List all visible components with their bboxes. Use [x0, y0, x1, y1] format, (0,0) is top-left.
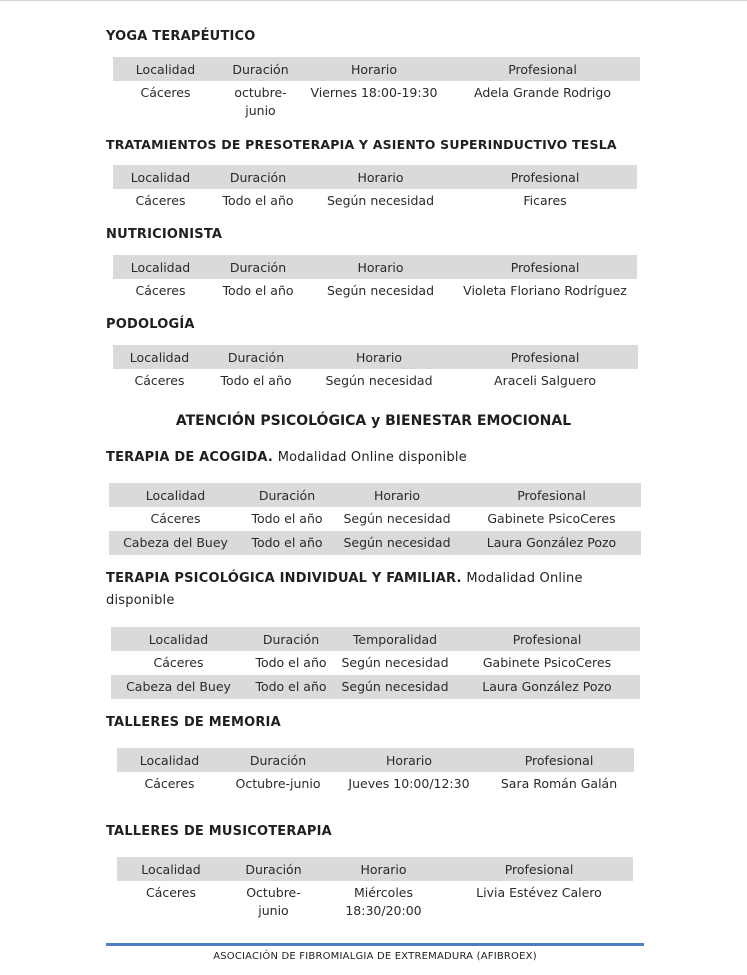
- cell-duracion: Todo el año: [246, 675, 336, 699]
- section-title-podologia: PODOLOGÍA: [106, 317, 195, 332]
- cell-duracion: Todo el año: [220, 373, 292, 388]
- cell-localidad: Cáceres: [135, 193, 186, 208]
- col-profesional: Profesional: [484, 748, 634, 772]
- cell-profesional: Laura González Pozo: [454, 675, 640, 699]
- section-title-individual: [106, 568, 606, 612]
- footer-rule: [106, 943, 644, 946]
- cell-localidad: Cáceres: [134, 373, 185, 388]
- cell-localidad: Cáceres: [150, 511, 201, 526]
- col-localidad: Localidad: [113, 345, 206, 369]
- col-duracion: Duración: [218, 57, 303, 81]
- cell-duracion: Octubre-junio: [246, 885, 301, 918]
- col-localidad: Localidad: [117, 857, 225, 881]
- cell-duracion: octubre-junio: [234, 85, 287, 118]
- col-duracion: Duración: [208, 255, 308, 279]
- table-memoria: [117, 748, 634, 796]
- table-header: [113, 345, 638, 369]
- table-musicoterapia: [117, 857, 633, 923]
- cell-localidad: Cáceres: [145, 885, 197, 900]
- cell-duracion: Todo el año: [222, 283, 294, 298]
- cell-profesional: Livia Estévez Calero: [476, 885, 602, 900]
- col-horario: Horario: [308, 255, 453, 279]
- acogida-title-text: TERAPIA DE ACOGIDA.: [106, 450, 273, 465]
- cell-duracion: Todo el año: [242, 531, 332, 555]
- cell-horario: Según necesidad: [332, 531, 462, 555]
- table-podologia: [113, 345, 638, 393]
- cell-horario: Según necesidad: [326, 283, 435, 298]
- cell-profesional: Gabinete PsicoCeres: [487, 511, 616, 526]
- table-header: [113, 255, 637, 279]
- col-profesional: Profesional: [453, 255, 637, 279]
- cell-profesional: Sara Román Galán: [500, 776, 618, 791]
- cell-duracion: Todo el año: [255, 655, 327, 670]
- table-header: [109, 483, 641, 507]
- col-horario: Horario: [322, 857, 445, 881]
- table-row: [113, 189, 637, 213]
- table-row: [113, 369, 638, 393]
- col-horario: Horario: [306, 345, 452, 369]
- table-row: [113, 279, 637, 303]
- cell-profesional: Gabinete PsicoCeres: [482, 655, 612, 670]
- individual-note: Modalidad Online disponible: [106, 571, 583, 608]
- col-profesional: Profesional: [445, 857, 633, 881]
- cell-localidad: Cabeza del Buey: [111, 675, 246, 699]
- col-localidad: Localidad: [109, 483, 242, 507]
- col-localidad: Localidad: [113, 57, 218, 81]
- section-title-yoga: YOGA TERAPÉUTICO: [106, 29, 256, 44]
- col-duracion: Duración: [206, 345, 306, 369]
- individual-title-text: TERAPIA PSICOLÓGICA INDIVIDUAL Y FAMILIAR.: [106, 571, 462, 586]
- col-profesional: Profesional: [452, 345, 638, 369]
- col-profesional: Profesional: [462, 483, 641, 507]
- section-title-presoterapia: TRATAMIENTOS DE PRESOTERAPIA Y ASIENTO SUPERINDUCTIVO TESLA: [106, 137, 617, 152]
- col-profesional: Profesional: [453, 165, 637, 189]
- table-individual: [111, 627, 640, 699]
- col-horario: Horario: [303, 57, 445, 81]
- col-temporalidad: Temporalidad: [336, 627, 454, 651]
- table-row: [111, 675, 640, 699]
- cell-profesional: Araceli Salguero: [494, 373, 596, 388]
- footer-text: ASOCIACIÓN DE FIBROMIALGIA DE EXTREMADURA (AFIBROEX): [213, 951, 537, 962]
- cell-localidad: Cáceres: [153, 655, 204, 670]
- col-localidad: Localidad: [113, 165, 208, 189]
- cell-horario: Viernes 18:00-19:30: [310, 85, 438, 100]
- col-horario: Horario: [332, 483, 462, 507]
- section-title-acogida: [106, 450, 467, 465]
- col-localidad: Localidad: [113, 255, 208, 279]
- table-row: [111, 651, 640, 675]
- table-acogida: [109, 483, 641, 555]
- table-header: [117, 857, 633, 881]
- cell-horario: Según necesidad: [326, 193, 435, 208]
- cell-profesional: Laura González Pozo: [462, 531, 641, 555]
- col-horario: Horario: [334, 748, 484, 772]
- cell-profesional: Adela Grande Rodrigo: [474, 85, 611, 100]
- cell-localidad: Cabeza del Buey: [109, 531, 242, 555]
- col-profesional: Profesional: [445, 57, 640, 81]
- section-title-musicoterapia: TALLERES DE MUSICOTERAPIA: [106, 824, 332, 839]
- col-duracion: Duración: [242, 483, 332, 507]
- table-header: [111, 627, 640, 651]
- cell-localidad: Cáceres: [140, 85, 191, 100]
- cell-duracion: Todo el año: [251, 511, 323, 526]
- cell-localidad: Cáceres: [135, 283, 186, 298]
- section-title-memoria: TALLERES DE MEMORIA: [106, 715, 281, 730]
- table-row: [117, 772, 634, 796]
- col-duracion: Duración: [246, 627, 336, 651]
- section-heading-atencion: ATENCIÓN PSICOLÓGICA y BIENESTAR EMOCIONAL: [175, 413, 572, 429]
- cell-temporalidad: Según necesidad: [336, 675, 454, 699]
- table-header: [113, 57, 640, 81]
- col-duracion: Duración: [208, 165, 308, 189]
- col-duracion: Duración: [222, 748, 334, 772]
- cell-horario: Jueves 10:00/12:30: [348, 776, 470, 791]
- cell-horario: Miércoles 18:30/20:00: [345, 885, 422, 918]
- cell-duracion: Todo el año: [222, 193, 294, 208]
- col-localidad: Localidad: [117, 748, 222, 772]
- cell-duracion: Octubre-junio: [235, 776, 321, 791]
- cell-profesional: Ficares: [523, 193, 567, 208]
- cell-horario: Según necesidad: [343, 511, 451, 526]
- col-localidad: Localidad: [111, 627, 246, 651]
- table-row: [113, 81, 640, 123]
- table-presoterapia: [113, 165, 637, 213]
- cell-localidad: Cáceres: [144, 776, 195, 791]
- table-yoga: [113, 57, 640, 123]
- top-border: [0, 0, 747, 1]
- col-profesional: Profesional: [454, 627, 640, 651]
- cell-horario: Según necesidad: [325, 373, 433, 388]
- table-nutricionista: [113, 255, 637, 303]
- table-header: [113, 165, 637, 189]
- col-horario: Horario: [308, 165, 453, 189]
- table-row: [109, 531, 641, 555]
- col-duracion: Duración: [225, 857, 322, 881]
- table-header: [117, 748, 634, 772]
- cell-profesional: Violeta Floriano Rodríguez: [463, 283, 627, 298]
- acogida-note: Modalidad Online disponible: [277, 450, 467, 465]
- cell-temporalidad: Según necesidad: [341, 655, 449, 670]
- table-row: [109, 507, 641, 531]
- table-row: [117, 881, 633, 923]
- section-title-nutricionista: NUTRICIONISTA: [106, 227, 223, 242]
